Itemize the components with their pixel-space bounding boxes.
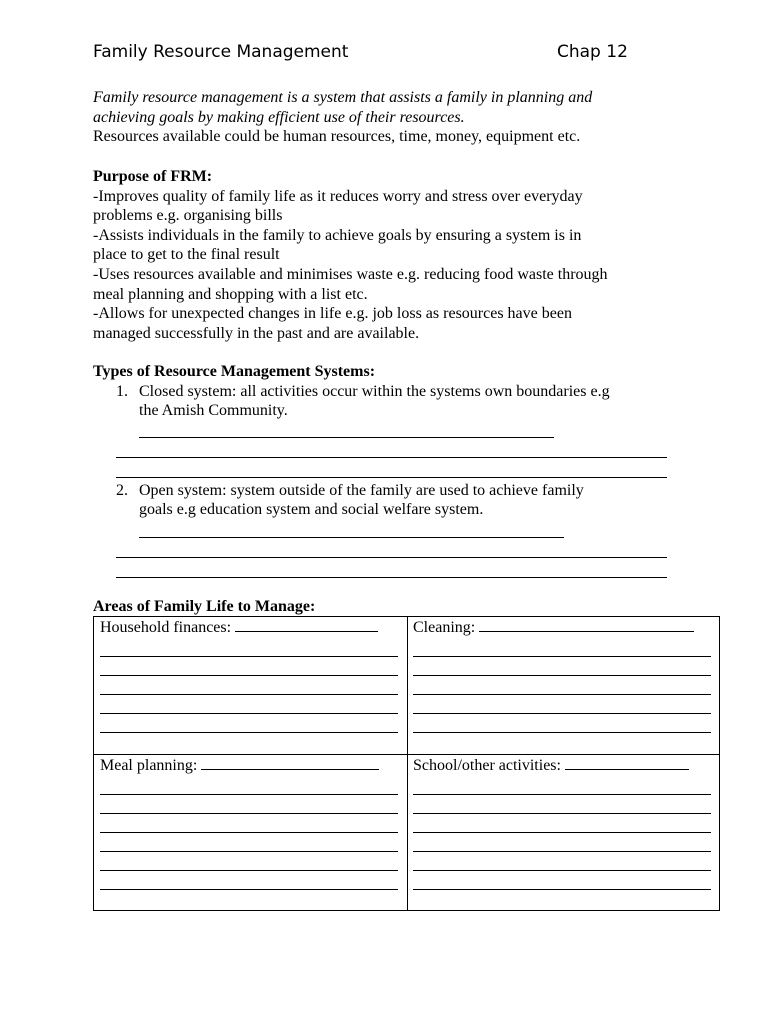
answer-line[interactable] — [116, 457, 667, 458]
purpose-line: meal planning and shopping with a list etc. — [93, 285, 368, 303]
cell-label: Household finances: — [100, 619, 232, 636]
document-title: Family Resource Management — [93, 42, 349, 62]
answer-line[interactable] — [139, 537, 564, 538]
list-number: 1. — [116, 382, 128, 400]
answer-line[interactable] — [413, 776, 711, 795]
list-item — [93, 481, 693, 520]
answer-line[interactable] — [413, 833, 711, 852]
answer-line[interactable] — [139, 437, 554, 438]
purpose-line: place to get to the final result — [93, 246, 280, 264]
purpose-heading: Purpose of FRM: — [93, 168, 213, 185]
cell-label: Meal planning: — [100, 757, 198, 774]
answer-line[interactable] — [201, 755, 379, 770]
answer-line[interactable] — [413, 657, 711, 676]
answer-line[interactable] — [100, 871, 398, 890]
list-item-text: the Amish Community. — [139, 402, 288, 420]
answer-line[interactable] — [413, 814, 711, 833]
cell-label: Cleaning: — [413, 619, 476, 636]
answer-line[interactable] — [116, 557, 667, 558]
answer-lines — [93, 421, 693, 481]
answer-line[interactable] — [413, 852, 711, 871]
types-heading: Types of Resource Management Systems: — [93, 363, 376, 380]
cell-label: School/other activities: — [413, 757, 561, 774]
answer-line[interactable] — [413, 695, 711, 714]
answer-line[interactable] — [116, 577, 667, 578]
cell-school-activities — [413, 755, 713, 890]
table-divider — [407, 617, 408, 910]
purpose-line: -Uses resources available and minimises waste e.g. reducing food waste through — [93, 265, 608, 283]
answer-line[interactable] — [413, 795, 711, 814]
answer-line[interactable] — [413, 676, 711, 695]
answer-line[interactable] — [100, 657, 398, 676]
answer-line[interactable] — [100, 638, 398, 657]
answer-line[interactable] — [100, 852, 398, 871]
cell-cleaning — [413, 617, 713, 733]
resources-line: Resources available could be human resources, time, money, equipment etc. — [93, 128, 581, 146]
intro-section — [93, 88, 693, 147]
answer-line[interactable] — [116, 477, 667, 478]
answer-line[interactable] — [100, 814, 398, 833]
purpose-line: problems e.g. organising bills — [93, 207, 283, 225]
cell-household-finances — [100, 617, 400, 733]
answer-line[interactable] — [100, 695, 398, 714]
answer-lines — [93, 520, 693, 580]
purpose-line: managed successfully in the past and are available. — [93, 324, 420, 342]
answer-line[interactable] — [100, 833, 398, 852]
purpose-line: -Improves quality of family life as it reduces worry and stress over everyday — [93, 187, 583, 205]
types-section — [93, 362, 693, 580]
purpose-line: -Allows for unexpected changes in life e.g. job loss as resources have been — [93, 305, 572, 323]
cell-meal-planning — [100, 755, 400, 890]
answer-line[interactable] — [413, 714, 711, 733]
areas-heading: Areas of Family Life to Manage: — [93, 598, 316, 615]
answer-line[interactable] — [235, 617, 378, 632]
definition-line: Family resource management is a system that assists a family in planning and — [93, 89, 593, 106]
answer-line[interactable] — [100, 795, 398, 814]
list-item-text: Open system: system outside of the family are used to achieve family — [139, 481, 584, 499]
answer-line[interactable] — [100, 776, 398, 795]
answer-line[interactable] — [413, 871, 711, 890]
purpose-section — [93, 167, 693, 343]
list-item — [93, 382, 693, 421]
answer-line[interactable] — [100, 714, 398, 733]
areas-table — [93, 616, 720, 911]
list-item-text: goals e.g education system and social welfare system. — [139, 501, 484, 519]
definition-line: achieving goals by making efficient use of their resources. — [93, 108, 465, 126]
chapter-label: Chap 12 — [557, 42, 628, 62]
answer-line[interactable] — [413, 638, 711, 657]
list-number: 2. — [116, 481, 128, 499]
page-header — [93, 41, 653, 63]
answer-line[interactable] — [479, 617, 694, 632]
list-item-text: Closed system: all activities occur within the systems own boundaries e.g — [139, 382, 610, 400]
answer-line[interactable] — [100, 676, 398, 695]
purpose-line: -Assists individuals in the family to achieve goals by ensuring a system is in — [93, 226, 582, 244]
answer-line[interactable] — [565, 755, 689, 770]
